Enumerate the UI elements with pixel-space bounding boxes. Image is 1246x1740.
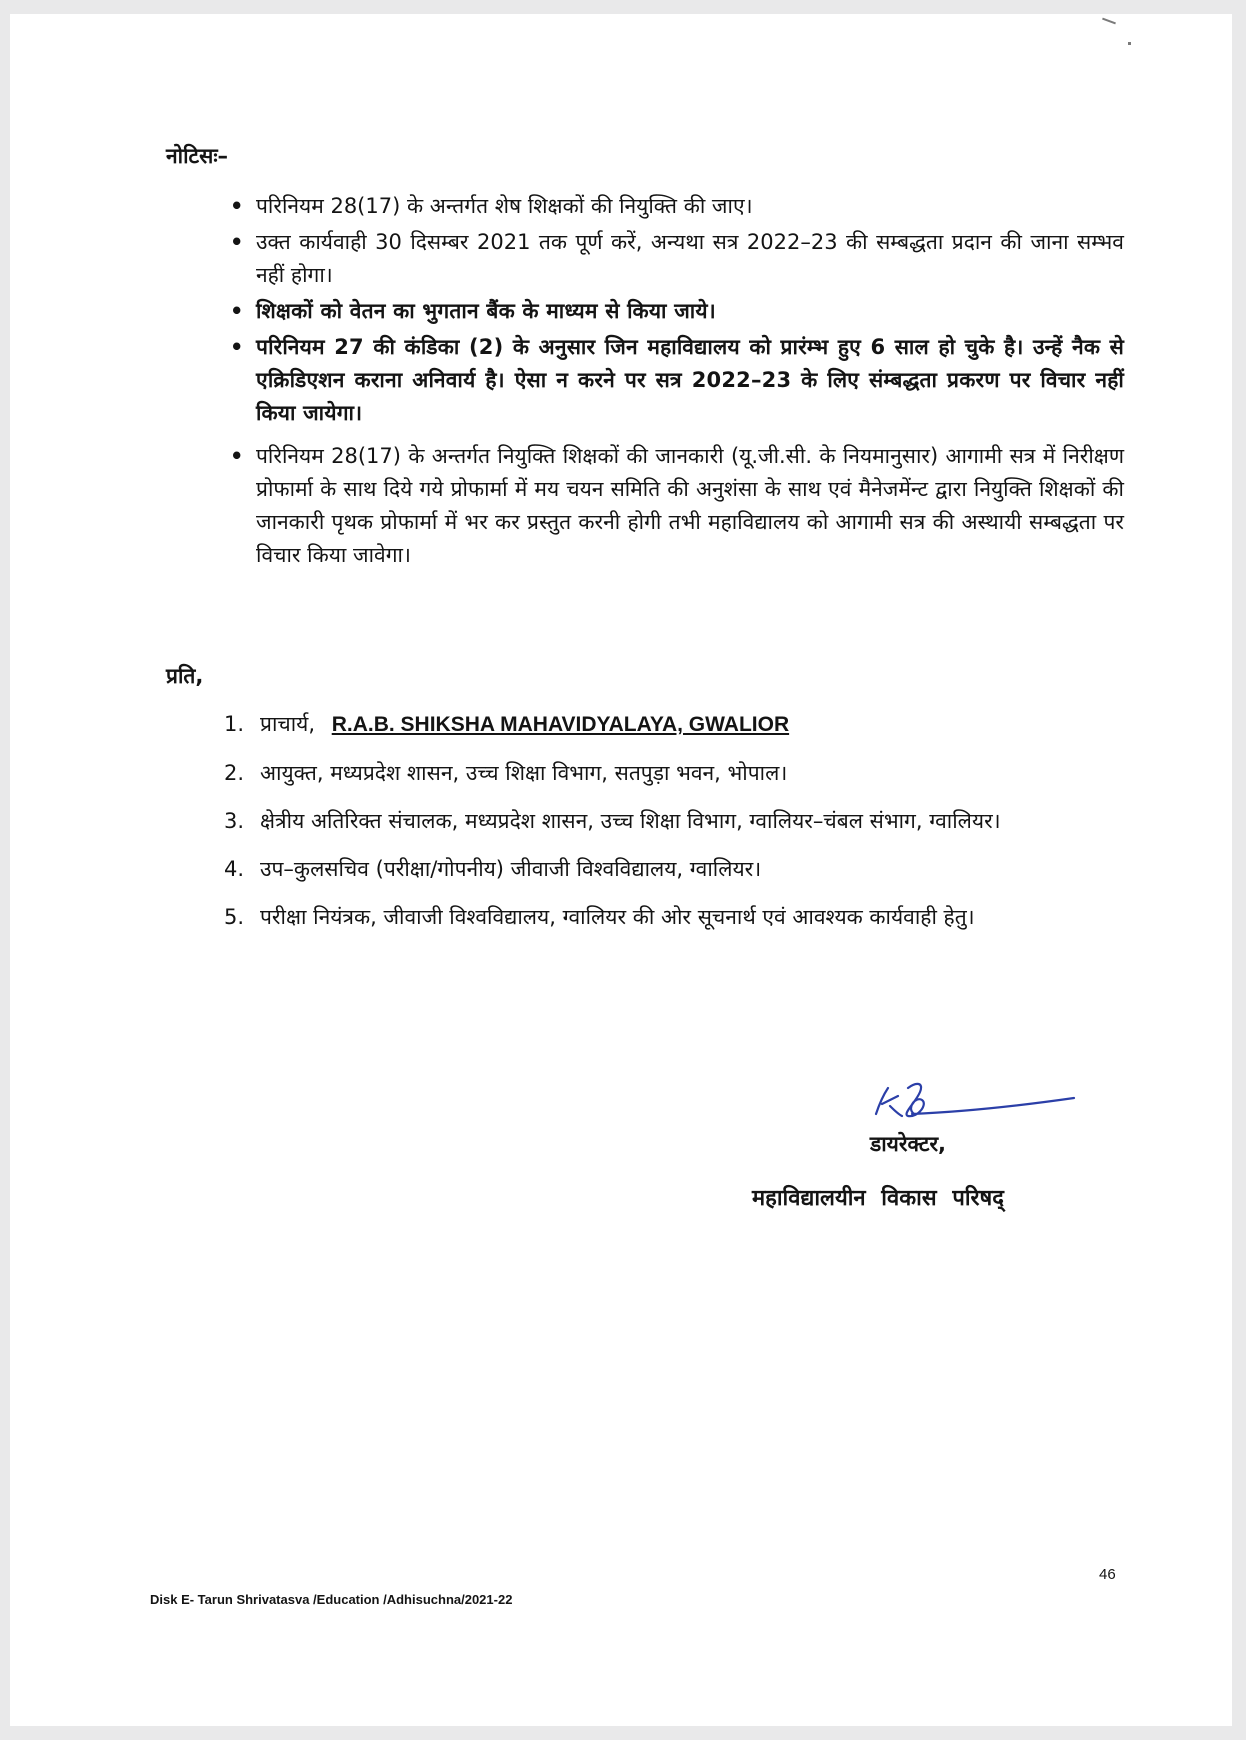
notice-item [224,226,1124,292]
notice-item-text: शिक्षकों को वेतन का भुगतान बैंक के माध्यम से किया जाये। [256,299,716,323]
recipient-text: प्राचार्य, [260,712,316,736]
notice-item [224,440,1124,572]
recipient-item [224,753,1126,793]
copy-to-heading: प्रति, [166,664,204,688]
recipient-text: परीक्षा नियंत्रक, जीवाजी विश्वविद्यालय, ग्वालियर की ओर सूचनार्थ एवं आवश्यक कार्यवाही हेतु। [260,905,975,929]
notice-item-text: परिनियम 28(17) के अन्तर्गत शेष शिक्षकों की नियुक्ति की जाए। [256,194,753,218]
bullet-icon: • [230,299,244,323]
signatory-office: महाविद्यालयीन विकास परिषद् [752,1186,1004,1211]
notice-item-text: उक्त कार्यवाही 30 दिसम्बर 2021 तक पूर्ण करें, अन्यथा सत्र 2022–23 की सम्बद्धता प्रदान की जाना सम्भव नहीं होगा। [256,230,1124,287]
recipient-number: 1. [224,712,245,736]
recipient-number: 3. [224,809,245,833]
page-number: 46 [1099,1566,1116,1583]
bullet-icon: • [230,230,244,254]
notice-list [224,190,1124,575]
document-page [10,14,1232,1726]
recipient-item [224,897,1126,937]
college-name: R.A.B. SHIKSHA MAHAVIDYALAYA, GWALIOR [331,713,790,736]
notice-item [224,190,1124,223]
notice-heading: नोटिसः– [166,144,229,168]
recipient-item [224,704,1126,745]
notice-item [224,331,1124,430]
footer-reference: Disk E- Tarun Shrivatasva /Education /Adhisuchna/2021-22 [150,1592,513,1607]
signature-icon [868,1074,1078,1130]
recipient-number: 2. [224,761,245,785]
recipient-text: उप–कुलसचिव (परीक्षा/गोपनीय) जीवाजी विश्वविद्यालय, ग्वालियर। [260,857,762,881]
recipient-number: 5. [224,905,245,929]
recipient-number: 4. [224,857,245,881]
recipient-item [224,849,1126,889]
recipient-item [224,801,1126,841]
notice-item-text: परिनियम 28(17) के अन्तर्गत नियुक्ति शिक्षकों की जानकारी (यू.जी.सी. के नियमानुसार) आगामी सत्र में निरीक्षण प्रोफार्मा के साथ दिये गये प्रोफार्मा में मय चयन समिति की अनुशंसा के साथ एवं मैनेजमेंन्ट द्वारा नियुक्ति शिक्षकों की जानकारी पृथक प्रोफार्मा में भर कर प्रस्तुत करनी होगी तभी महाविद्यालय को आगामी सत्र की अस्थायी सम्बद्धता पर विचार किया जावेगा। [256,444,1124,567]
recipient-text: क्षेत्रीय अतिरिक्त संचालक, मध्यप्रदेश शासन, उच्च शिक्षा विभाग, ग्वालियर–चंबल संभाग, ग्वालियर। [260,809,1001,833]
signatory-designation: डायरेक्टर, [870,1132,947,1156]
recipient-list [224,704,1126,945]
scan-mark [1128,42,1131,45]
bullet-icon: • [230,194,244,218]
bullet-icon: • [230,335,244,359]
notice-item [224,295,1124,328]
bullet-icon: • [230,444,244,468]
scan-mark [1102,18,1116,25]
recipient-text: आयुक्त, मध्यप्रदेश शासन, उच्च शिक्षा विभाग, सतपुड़ा भवन, भोपाल। [260,761,788,785]
notice-item-text: परिनियम 27 की कंडिका (2) के अनुसार जिन महाविद्यालय को प्रारंम्भ हुए 6 साल हो चुके है। उन्हें नैक से एक्रिडिएशन कराना अनिवार्य है। ऐसा न करने पर सत्र 2022–23 के लिए संम्बद्धता प्रकरण पर विचार नहीं किया जायेगा। [256,335,1124,425]
